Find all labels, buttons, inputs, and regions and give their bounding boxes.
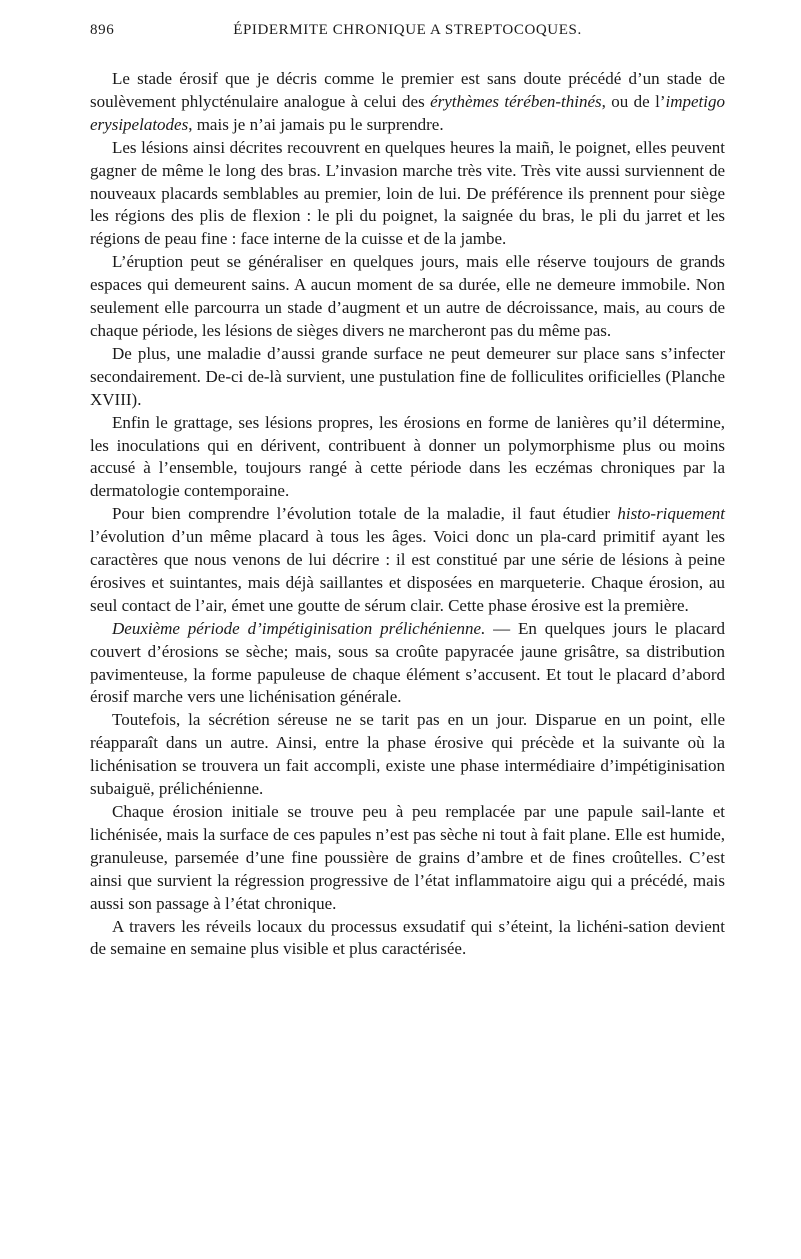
text-run: De plus, une maladie d’aussi grande surface ne peut demeurer sur place sans s’infecter secondairement. De-ci de-là survient, une pustulation fine de folliculites orificielles (Planche XVIII). <box>90 343 725 409</box>
text-run: , mais je n’ai jamais pu le surprendre. <box>188 114 444 134</box>
body-text <box>90 68 725 961</box>
text-run: l’évolution d’un même placard à tous les âges. Voici donc un pla-card primitif ayant les caractères que nous venons de lui décrire : il est constitué par une série de lésions à peine érosives et suintantes, mais déjà saillantes et disposées en marqueterie. Chaque érosion, au seul contact de l’air, émet une goutte de sérum clair. Cette phase érosive est la première. <box>90 527 725 615</box>
text-run: Enfin le grattage, ses lésions propres, les érosions en forme de lanières qu’il détermine, les inoculations qui en dérivent, contribuent à donner un polymorphisme plus ou moins accusé à l’ensemble, toujours rangé à cette période dans les eczémas chroniques par la dermatologie contemporaine. <box>90 412 725 501</box>
text-run: Le stade érosif que je décris comme le premier est sans doute précédé d’un stade de soulèvement phlycténulaire analogue à celui des <box>90 69 725 111</box>
text-run: Pour bien comprendre l’évolution totale de la maladie, il faut étudier <box>112 504 618 524</box>
text-run: L’éruption peut se généraliser en quelques jours, mais elle réserve toujours de grands espaces qui demeurent sains. A aucun moment de sa durée, elle ne demeure immobile. Non seulement elle parcourra un stade d’augment et un autre de décroissance, mais, au cours de chaque période, les lésions de sièges divers ne marcheront pas du même pas. <box>90 252 725 340</box>
text-run: Toutefois, la sécrétion séreuse ne se tarit pas en un jour. Disparue en un point, elle réapparaît dans un autre. Ainsi, entre la phase érosive qui précède et la suivante où la lichénisation se trouvera un fait accompli, existe une phase intermédiaire d’impétiginisation subaiguë, prélichénienne. <box>90 710 725 799</box>
paragraph-p4 <box>90 343 725 412</box>
paragraph-p1 <box>90 68 725 137</box>
paragraph-p2 <box>90 137 725 252</box>
paragraph-p5 <box>90 412 725 504</box>
paragraph-p3 <box>90 251 725 343</box>
paragraph-p7 <box>90 618 725 710</box>
paragraph-p10 <box>90 916 725 962</box>
text-run: , ou de l’ <box>601 91 666 111</box>
paragraph-p8 <box>90 709 725 801</box>
page-number: 896 <box>90 22 115 38</box>
running-title: ÉPIDERMITE CHRONIQUE A STREPTOCOQUES. <box>233 22 582 38</box>
text-run: — En quelques jours le placard couvert d’érosions se sèche; mais, sous sa croûte papyracée jaune grisâtre, sa distribution pavimenteuse, la forme papuleuse de chaque élément s’accusent. Et tout le placard d’abord érosif marche vers une lichénisation générale. <box>90 618 725 707</box>
page-header <box>90 22 725 46</box>
italic-text: histo-riquement <box>617 504 725 524</box>
text-run: Les lésions ainsi décrites recouvrent en quelques heures la maiñ, le poignet, elles peuvent gagner de même le long des bras. L’invasion marche très vite. Très vite aussi surviennent de nouveaux placards semblables au premier, loin de lui. De préférence ils prennent pour siège les régions des plis de flexion : le pli du poignet, la saignée du bras, le pli du jarret et les régions de peau fine : face interne de la cuisse et de la jambe. <box>90 137 725 249</box>
text-run: A travers les réveils locaux du processus exsudatif qui s’éteint, la lichéni-sation devient de semaine en semaine plus visible et plus caractérisée. <box>90 916 725 959</box>
paragraph-p6 <box>90 503 725 618</box>
paragraph-p9 <box>90 801 725 916</box>
italic-text: Deuxième période d’impétiginisation prélichénienne. <box>112 618 486 638</box>
text-run: Chaque érosion initiale se trouve peu à peu remplacée par une papule sail-lante et lichénisée, mais la surface de ces papules n’est pas sèche ni tout à fait plane. Elle est humide, granuleuse, parsemée d’une fine poussière de grains d’ambre et de fines croûtelles. C’est ainsi que survient la régression progressive de l’état inflammatoire aigu qui a précédé, mais aussi son passage à l’état chronique. <box>90 802 725 913</box>
italic-text: impetigo erysipelatodes <box>90 91 725 134</box>
italic-text: érythèmes térében-thinés <box>430 91 602 111</box>
